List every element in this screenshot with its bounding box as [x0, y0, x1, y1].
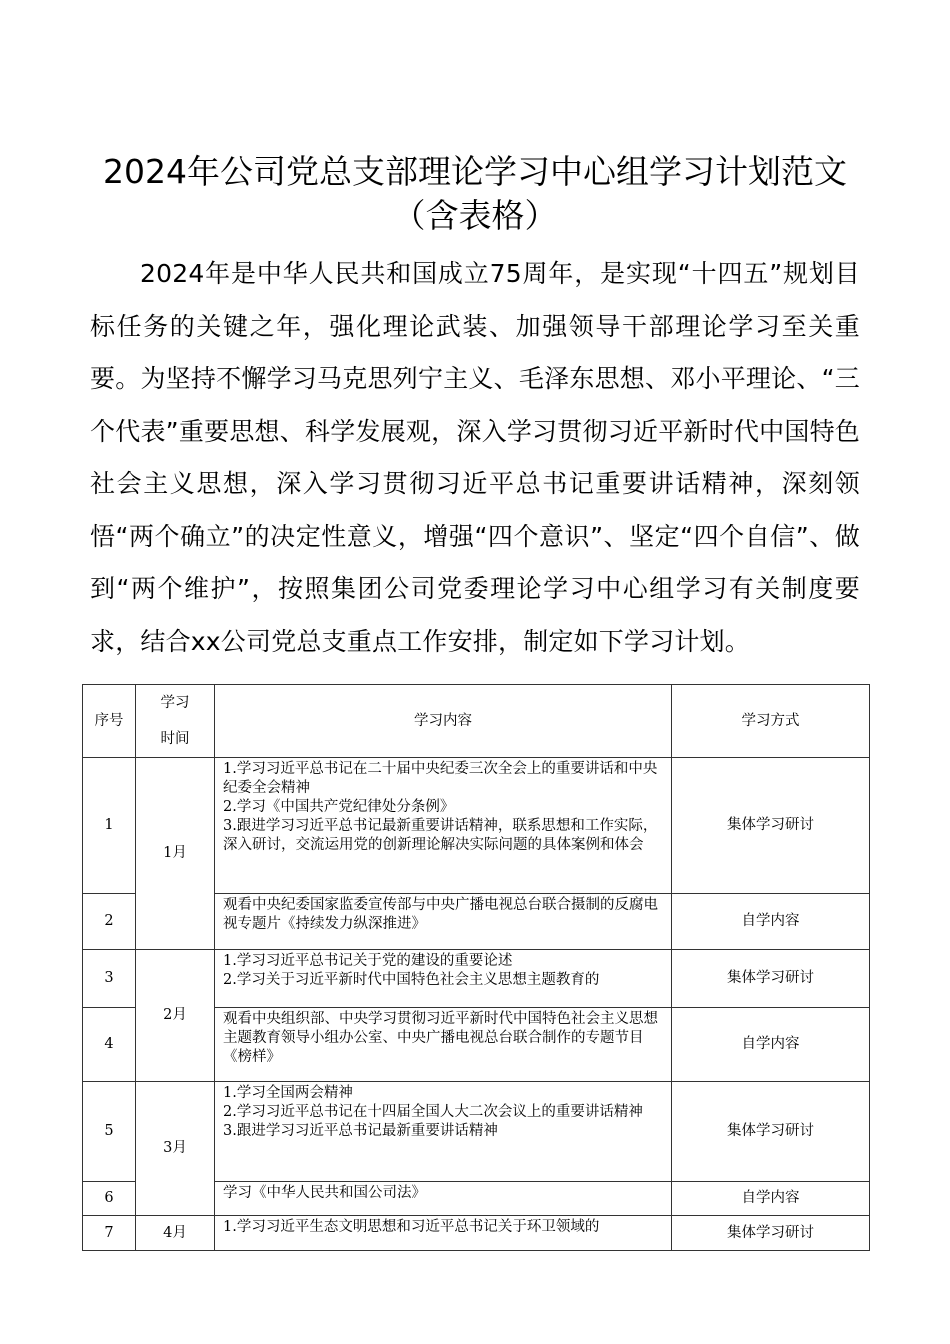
row-content — [215, 950, 672, 1008]
table-header-row — [83, 685, 870, 758]
content-line: 1.学习全国两会精神 — [223, 1085, 353, 1101]
row-content — [215, 1216, 672, 1251]
content-line: 2.学习习近平总书记在十四届全国人大二次会议上的重要讲话精神 — [223, 1104, 643, 1120]
content-line: 1.学习习近平总书记关于党的建设的重要论述 — [223, 953, 513, 969]
header-time-line1: 学习 — [160, 695, 190, 711]
content-line: 学习《中华人民共和国公司法》 — [223, 1185, 426, 1201]
row-method: 自学内容 — [672, 894, 870, 950]
row-content — [215, 1008, 672, 1082]
document-title: 2024年公司党总支部理论学习中心组学习计划范文（含表格） — [103, 152, 847, 235]
header-no: 序号 — [83, 685, 136, 758]
row-method: 集体学习研讨 — [672, 1082, 870, 1182]
row-method: 集体学习研讨 — [672, 758, 870, 894]
row-month: 3月 — [136, 1082, 215, 1216]
header-time-line2: 时间 — [160, 731, 190, 747]
row-content — [215, 1182, 672, 1216]
table-row — [83, 1216, 870, 1251]
header-time — [136, 685, 215, 758]
header-content: 学习内容 — [215, 685, 672, 758]
row-no: 4 — [83, 1008, 136, 1082]
row-month: 2月 — [136, 950, 215, 1082]
row-no: 1 — [83, 758, 136, 894]
intro-paragraph: 2024年是中华人民共和国成立75周年，是实现“十四五”规划目标任务的关键之年，强化理论武装、加强领导干部理论学习至关重要。为坚持不懈学习马克思列宁主义、毛泽东思想、邓小平理论、“三个代表”重要思想、科学发展观，深入学习贯彻习近平新时代中国特色社会主义思想，深入学习贯彻习近平总书记重要讲话精神，深刻领悟“两个确立”的决定性意义，增强“四个意识”、坚定“四个自信”、做到“两个维护”，按照集团公司党委理论学习中心组学习有关制度要求，结合xx公司党总支重点工作安排，制定如下学习计划。 — [90, 259, 860, 656]
header-method: 学习方式 — [672, 685, 870, 758]
row-method: 自学内容 — [672, 1182, 870, 1216]
row-content — [215, 1082, 672, 1182]
content-line: 1.学习习近平总书记在二十届中央纪委三次全会上的重要讲话和中央纪委全会精神 — [223, 761, 658, 796]
row-no: 2 — [83, 894, 136, 950]
row-no: 6 — [83, 1182, 136, 1216]
table-row — [83, 950, 870, 1008]
row-month: 4月 — [136, 1216, 215, 1251]
row-no: 5 — [83, 1082, 136, 1182]
content-line: 3.跟进学习习近平总书记最新重要讲话精神 — [223, 1123, 498, 1139]
content-line: 2.学习关于习近平新时代中国特色社会主义思想主题教育的 — [223, 972, 600, 988]
row-method: 自学内容 — [672, 1008, 870, 1082]
content-line: 观看中央纪委国家监委宣传部与中央广播电视总台联合摄制的反腐电视专题片《持续发力纵深推进》 — [223, 897, 658, 932]
study-plan-table — [82, 684, 870, 1251]
table-row — [83, 1082, 870, 1182]
row-method: 集体学习研讨 — [672, 950, 870, 1008]
content-line: 1.学习习近平生态文明思想和习近平总书记关于环卫领域的 — [223, 1219, 600, 1235]
row-content — [215, 758, 672, 894]
row-no: 3 — [83, 950, 136, 1008]
content-line: 3.跟进学习习近平总书记最新重要讲话精神，联系思想和工作实际，深入研讨，交流运用党的创新理论解决实际问题的具体案例和体会 — [223, 818, 658, 853]
row-no: 7 — [83, 1216, 136, 1251]
row-content — [215, 894, 672, 950]
content-line: 观看中央组织部、中央学习贯彻习近平新时代中国特色社会主义思想主题教育领导小组办公室、中央广播电视总台联合制作的专题节目《榜样》 — [223, 1011, 658, 1065]
table-row — [83, 758, 870, 894]
content-line: 2.学习《中国共产党纪律处分条例》 — [223, 799, 455, 815]
row-method: 集体学习研讨 — [672, 1216, 870, 1251]
row-month: 1月 — [136, 758, 215, 950]
